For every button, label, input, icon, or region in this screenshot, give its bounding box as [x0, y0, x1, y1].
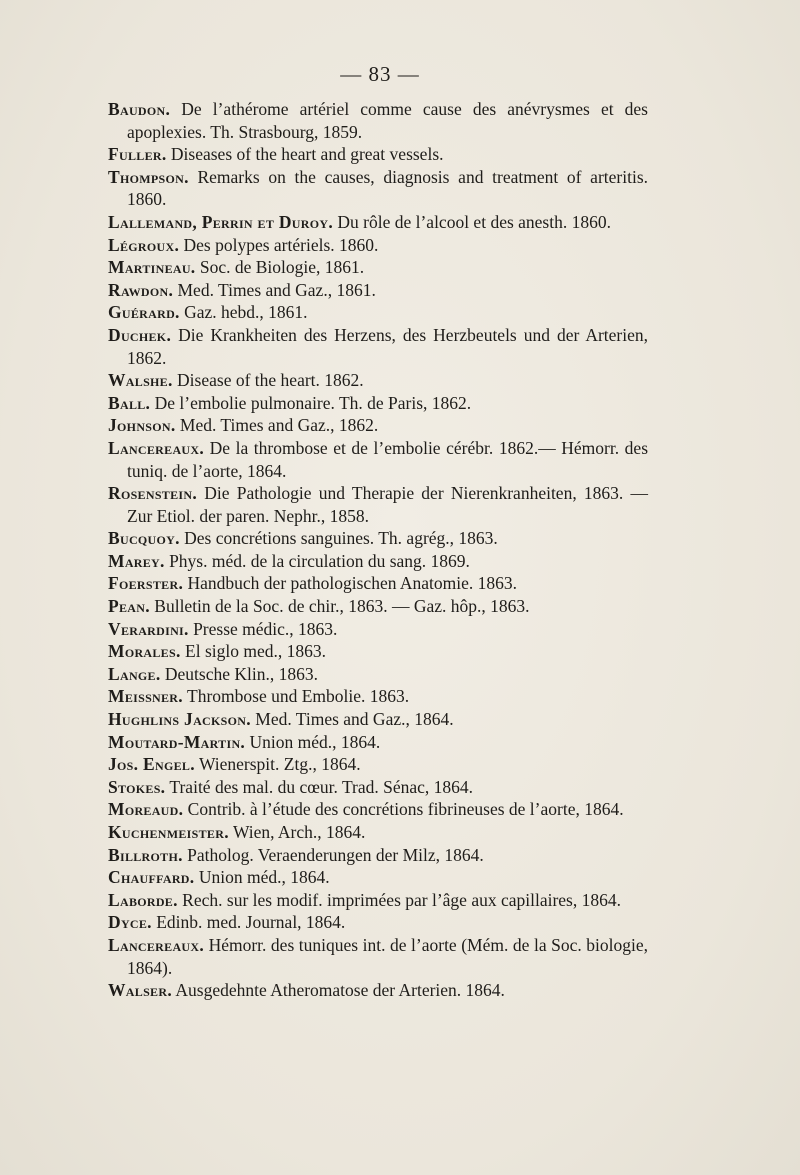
- bibliography-entry: [108, 618, 648, 641]
- bibliography-entry: [108, 234, 648, 257]
- bibliography-entry: [108, 279, 648, 302]
- bibliography-list: [108, 98, 648, 1002]
- entry-text: Deutsche Klin., 1863.: [164, 663, 319, 684]
- entry-text: Disease of the heart. 1862.: [177, 370, 364, 391]
- bibliography-entry: [108, 550, 648, 573]
- bibliography-entry: [108, 527, 648, 550]
- entry-text: Handbuch der pathologischen Anatomie. 1863.: [187, 573, 518, 594]
- entry-author: Walser.: [108, 980, 172, 1001]
- entry-author: Lancereaux.: [108, 437, 205, 458]
- entry-text: De l’athérome artériel comme cause des anévrysmes et des apoplexies. Th. Strasbourg, 1859.: [127, 99, 648, 142]
- bibliography-entry: [108, 731, 648, 754]
- bibliography-entry: [108, 844, 648, 867]
- entry-text: Presse médic., 1863.: [193, 618, 338, 639]
- entry-text: Med. Times and Gaz., 1861.: [177, 279, 376, 300]
- entry-text: Union méd., 1864.: [198, 867, 330, 888]
- bibliography-entry: [108, 911, 648, 934]
- entry-author: Fuller.: [108, 144, 167, 165]
- entry-author: Billroth.: [108, 844, 183, 865]
- bibliography-entry: [108, 437, 648, 482]
- bibliography-entry: [108, 392, 648, 415]
- entry-text: Hémorr. des tuniques int. de l’aorte (Mém. de la Soc. biologie, 1864).: [127, 934, 648, 978]
- bibliography-entry: [108, 98, 648, 143]
- entry-author: Pean.: [108, 596, 150, 617]
- entry-author: Verardini.: [108, 618, 189, 639]
- entry-text: Med. Times and Gaz., 1864.: [255, 709, 454, 730]
- bibliography-entry: [108, 640, 648, 663]
- bibliography-entry: [108, 211, 648, 234]
- entry-author: Baudon.: [108, 99, 171, 119]
- entry-text: Edinb. med. Journal, 1864.: [156, 912, 346, 933]
- entry-author: Lallemand, Perrin et Duroy.: [108, 211, 333, 232]
- bibliography-entry: [108, 369, 648, 392]
- entry-author: Moreaud.: [108, 799, 184, 820]
- entry-text: Wienerspit. Ztg., 1864.: [198, 754, 361, 775]
- entry-text: Union méd., 1864.: [249, 731, 381, 752]
- entry-author: Dyce.: [108, 912, 152, 933]
- entry-author: Guérard.: [108, 302, 180, 323]
- entry-author: Marey.: [108, 550, 165, 571]
- bibliography-entry: [108, 708, 648, 731]
- bibliography-entry: [108, 301, 648, 324]
- bibliography-entry: [108, 324, 648, 369]
- entry-text: Soc. de Biologie, 1861.: [199, 257, 365, 278]
- bibliography-entry: [108, 482, 648, 527]
- entry-text: Thrombose und Embolie. 1863.: [187, 686, 410, 707]
- entry-author: Morales.: [108, 641, 181, 662]
- entry-author: Jos. Engel.: [108, 754, 195, 775]
- entry-author: Rosenstein.: [108, 483, 198, 504]
- entry-text: Gaz. hebd., 1861.: [184, 302, 308, 323]
- entry-text: Du rôle de l’alcool et des anesth. 1860.: [337, 211, 611, 232]
- entry-text: Patholog. Veraenderungen der Milz, 1864.: [187, 844, 484, 865]
- entry-author: Moutard-Martin.: [108, 731, 246, 752]
- bibliography-entry: [108, 979, 648, 1002]
- entry-text: Wien, Arch., 1864.: [232, 822, 366, 842]
- bibliography-entry: [108, 889, 648, 912]
- entry-text: Ausgedehnte Atheromatose der Arterien. 1864.: [175, 980, 505, 1001]
- bibliography-entry: [108, 143, 648, 166]
- entry-author: Rawdon.: [108, 279, 174, 300]
- bibliography-entry: [108, 821, 648, 844]
- entry-text: De l’embolie pulmonaire. Th. de Paris, 1862.: [154, 392, 472, 413]
- entry-author: Bucquoy.: [108, 528, 180, 549]
- bibliography-entry: [108, 663, 648, 686]
- page-number: — 83 —: [340, 62, 420, 86]
- entry-author: Stokes.: [108, 776, 166, 797]
- bibliography-entry: [108, 798, 648, 821]
- entry-author: Foerster.: [108, 573, 184, 594]
- entry-author: Walshe.: [108, 370, 173, 391]
- entry-text: Phys. méd. de la circulation du sang. 1869.: [169, 550, 470, 571]
- entry-text: Rech. sur les modif. imprimées par l’âge aux capillaires, 1864.: [182, 889, 621, 910]
- bibliography-entry: [108, 776, 648, 799]
- entry-author: Ball.: [108, 392, 151, 413]
- entry-text: Remarks on the causes, diagnosis and treatment of arteritis. 1860.: [127, 166, 649, 210]
- entry-text: Bulletin de la Soc. de chir., 1863. — Gaz. hôp., 1863.: [154, 596, 530, 617]
- entry-text: Des concrétions sanguines. Th. agrég., 1863.: [184, 528, 498, 549]
- entry-author: Meissner.: [108, 686, 183, 707]
- bibliography-entry: [108, 685, 648, 708]
- entry-author: Hughlins Jackson.: [108, 709, 251, 730]
- entry-author: Johnson.: [108, 415, 176, 436]
- entry-text: Des polypes artériels. 1860.: [183, 234, 379, 255]
- entry-author: Lancereaux.: [108, 934, 205, 955]
- entry-text: Contrib. à l’étude des concrétions fibrineuses de l’aorte, 1864.: [187, 799, 624, 820]
- entry-author: Kuchenmeister.: [108, 822, 229, 842]
- entry-author: Duchek.: [108, 324, 172, 345]
- bibliography-entry: [108, 166, 648, 211]
- entry-text: De la thrombose et de l’embolie cérébr. 1862.— Hémorr. des tuniq. de l’aorte, 1864.: [127, 437, 649, 481]
- entry-text: Traité des mal. du cœur. Trad. Sénac, 1864.: [169, 776, 474, 797]
- bibliography-entry: [108, 753, 648, 776]
- entry-text: El siglo med., 1863.: [185, 641, 326, 662]
- entry-author: Légroux.: [108, 234, 180, 255]
- entry-text: Diseases of the heart and great vessels.: [170, 144, 444, 165]
- bibliography-entry: [108, 572, 648, 595]
- bibliography-entry: [108, 866, 648, 889]
- bibliography-entry: [108, 934, 648, 979]
- entry-author: Thompson.: [108, 166, 189, 187]
- entry-author: Martineau.: [108, 257, 196, 278]
- entry-author: Chauffard.: [108, 867, 195, 888]
- bibliography-entry: [108, 595, 648, 618]
- entry-author: Lange.: [108, 663, 161, 684]
- entry-text: Die Pathologie und Therapie der Nierenkranheiten, 1863. — Zur Etiol. der paren. Nephr., 1858.: [127, 483, 648, 526]
- bibliography-entry: [108, 256, 648, 279]
- bibliography-entry: [108, 414, 648, 437]
- entry-author: Laborde.: [108, 889, 178, 910]
- entry-text: Die Krankheiten des Herzens, des Herzbeutels und der Arterien, 1862.: [127, 324, 649, 368]
- entry-text: Med. Times and Gaz., 1862.: [179, 415, 379, 436]
